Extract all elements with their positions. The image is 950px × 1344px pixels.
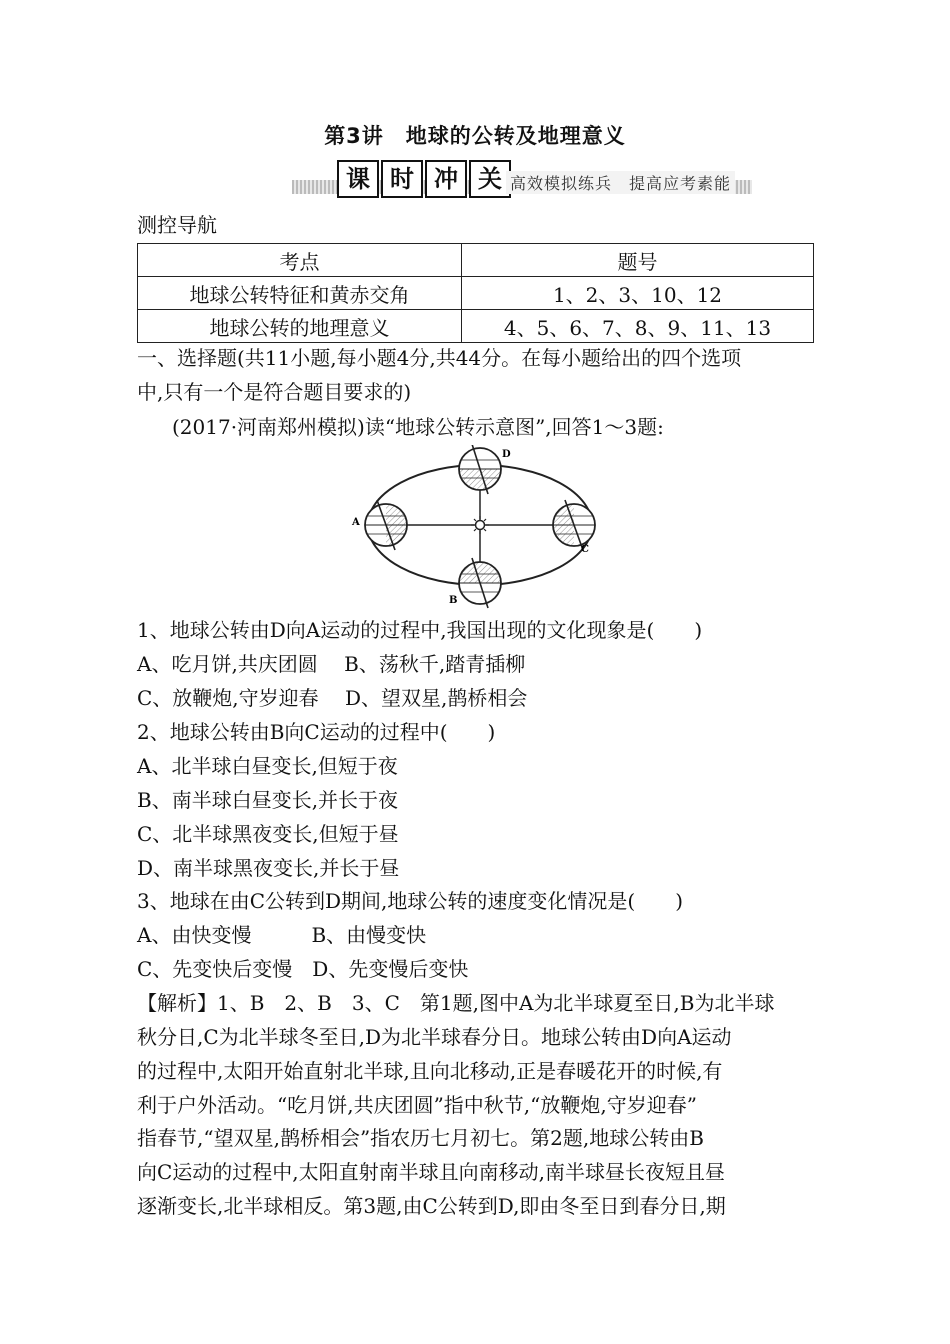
column-header: 考点 (138, 244, 462, 277)
earth-a-icon (365, 500, 407, 550)
analysis-line: 秋分日,C为北半球冬至日,D为北半球春分日。地球公转由D向A运动 (137, 1025, 732, 1049)
table-cell: 地球公转的地理意义 (138, 310, 462, 343)
table-cell: 4、5、6、7、8、9、11、13 (462, 310, 814, 343)
q2-option-c: C、北半球黑夜变长,但短于昼 (137, 822, 399, 846)
banner-char: 课 (337, 160, 379, 198)
q1-options-ab: A、吃月饼,共庆团圆 B、荡秋千,踏青插柳 (137, 652, 526, 676)
q1-options-cd: C、放鞭炮,守岁迎春 D、望双星,鹊桥相会 (137, 686, 528, 710)
label-a: A (352, 517, 360, 528)
banner-boxes (337, 160, 511, 198)
q2-option-b: B、南半球白昼变长,并长于夜 (137, 788, 399, 812)
orbit-diagram (348, 445, 608, 610)
q1-stem: 1、地球公转由D向A运动的过程中,我国出现的文化现象是( ) (137, 618, 703, 642)
analysis-line: 的过程中,太阳开始直射北半球,且向北移动,正是春暖花开的时候,有 (137, 1059, 723, 1083)
table-row (138, 310, 814, 343)
earth-b-icon (459, 558, 501, 608)
analysis-line: 逐渐变长,北半球相反。第3题,由C公转到D,即由冬至日到春分日,期 (137, 1194, 726, 1218)
table-row (138, 277, 814, 310)
banner-char: 冲 (425, 160, 467, 198)
nav-table (137, 243, 814, 343)
label-b: B (449, 595, 458, 606)
orbit-svg (348, 445, 608, 610)
page-title: 第3讲 地球的公转及地理意义 (324, 124, 626, 148)
analysis-line: 向C运动的过程中,太阳直射南半球且向南移动,南半球昼长夜短且昼 (137, 1160, 726, 1184)
q2-stem: 2、地球公转由B向C运动的过程中( ) (137, 720, 496, 744)
nav-label: 测控导航 (137, 213, 217, 237)
table-header-row (138, 244, 814, 277)
table-cell: 地球公转特征和黄赤交角 (138, 277, 462, 310)
section-banner (292, 158, 752, 198)
section-heading-line2: 中,只有一个是符合题目要求的) (137, 380, 412, 404)
q3-stem: 3、地球在由C公转到D期间,地球公转的速度变化情况是( ) (137, 889, 684, 913)
banner-slogan: 高效模拟练兵 提高应考素能 (506, 171, 735, 194)
banner-char: 时 (381, 160, 423, 198)
label-d: D (502, 449, 511, 460)
q3-options-cd: C、先变快后变慢 D、先变慢后变快 (137, 957, 469, 981)
q2-option-a: A、北半球白昼变长,但短于夜 (137, 754, 398, 778)
table-cell: 1、2、3、10、12 (462, 277, 814, 310)
analysis-line: 指春节,“望双星,鹊桥相会”指农历七月初七。第2题,地球公转由B (137, 1126, 704, 1150)
label-c: C (581, 544, 589, 555)
sun-icon (471, 516, 489, 534)
section-heading-line1: 一、选择题(共11小题,每小题4分,共44分。在每小题给出的四个选项 (137, 346, 742, 370)
analysis-line: 【解析】1、B 2、B 3、C 第1题,图中A为北半球夏至日,B为北半球 (137, 991, 775, 1015)
column-header: 题号 (462, 244, 814, 277)
banner-char: 关 (469, 160, 511, 198)
q2-option-d: D、南半球黑夜变长,并长于昼 (137, 856, 400, 880)
earth-d-icon (459, 445, 501, 494)
q3-options-ab: A、由快变慢 B、由慢变快 (137, 923, 427, 947)
question-intro: (2017·河南郑州模拟)读“地球公转示意图”,回答1～3题: (172, 415, 664, 439)
analysis-line: 利于户外活动。“吃月饼,共庆团圆”指中秋节,“放鞭炮,守岁迎春” (137, 1093, 697, 1117)
earth-c-icon (553, 500, 595, 550)
